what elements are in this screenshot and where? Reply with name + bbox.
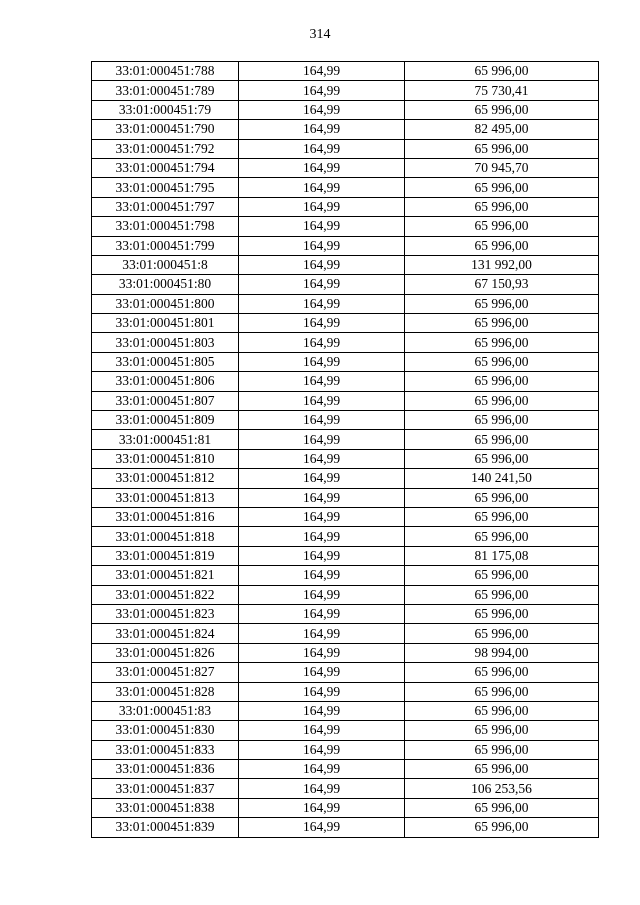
cost-value-cell: 65 996,00 — [405, 818, 599, 837]
cost-value-cell: 65 996,00 — [405, 411, 599, 430]
area-value-cell: 164,99 — [239, 779, 405, 798]
cost-value-cell: 98 994,00 — [405, 643, 599, 662]
area-value-cell: 164,99 — [239, 449, 405, 468]
cost-value-cell: 65 996,00 — [405, 372, 599, 391]
table-row — [92, 158, 599, 177]
area-value-cell: 164,99 — [239, 488, 405, 507]
area-value-cell: 164,99 — [239, 701, 405, 720]
cadastral-number-cell: 33:01:000451:807 — [92, 391, 239, 410]
area-value-cell: 164,99 — [239, 391, 405, 410]
cost-value-cell: 65 996,00 — [405, 507, 599, 526]
area-value-cell: 164,99 — [239, 546, 405, 565]
table-row — [92, 682, 599, 701]
table-row — [92, 411, 599, 430]
area-value-cell: 164,99 — [239, 62, 405, 81]
page-number: 314 — [309, 27, 331, 42]
cost-value-cell: 65 996,00 — [405, 430, 599, 449]
table-row — [92, 236, 599, 255]
cost-value-cell: 67 150,93 — [405, 275, 599, 294]
area-value-cell: 164,99 — [239, 197, 405, 216]
area-value-cell: 164,99 — [239, 411, 405, 430]
area-value-cell: 164,99 — [239, 740, 405, 759]
table-row — [92, 449, 599, 468]
cadastral-number-cell: 33:01:000451:803 — [92, 333, 239, 352]
area-value-cell: 164,99 — [239, 643, 405, 662]
area-value-cell: 164,99 — [239, 294, 405, 313]
cadastral-number-cell: 33:01:000451:795 — [92, 178, 239, 197]
cost-value-cell: 70 945,70 — [405, 158, 599, 177]
table-row — [92, 507, 599, 526]
table-row — [92, 372, 599, 391]
table-row — [92, 566, 599, 585]
cost-value-cell: 65 996,00 — [405, 352, 599, 371]
area-value-cell: 164,99 — [239, 507, 405, 526]
table-row — [92, 798, 599, 817]
cadastral-number-cell: 33:01:000451:813 — [92, 488, 239, 507]
cadastral-number-cell: 33:01:000451:79 — [92, 100, 239, 119]
cost-value-cell: 81 175,08 — [405, 546, 599, 565]
table-row — [92, 197, 599, 216]
cost-value-cell: 65 996,00 — [405, 100, 599, 119]
area-value-cell: 164,99 — [239, 217, 405, 236]
table-row — [92, 275, 599, 294]
cadastral-number-cell: 33:01:000451:806 — [92, 372, 239, 391]
area-value-cell: 164,99 — [239, 352, 405, 371]
cadastral-number-cell: 33:01:000451:80 — [92, 275, 239, 294]
cadastral-number-cell: 33:01:000451:805 — [92, 352, 239, 371]
area-value-cell: 164,99 — [239, 430, 405, 449]
table-row — [92, 352, 599, 371]
cost-value-cell: 106 253,56 — [405, 779, 599, 798]
table-row — [92, 178, 599, 197]
cadastral-number-cell: 33:01:000451:828 — [92, 682, 239, 701]
cost-value-cell: 65 996,00 — [405, 197, 599, 216]
area-value-cell: 164,99 — [239, 566, 405, 585]
cadastral-number-cell: 33:01:000451:836 — [92, 760, 239, 779]
area-value-cell: 164,99 — [239, 314, 405, 333]
area-value-cell: 164,99 — [239, 255, 405, 274]
cadastral-number-cell: 33:01:000451:839 — [92, 818, 239, 837]
cost-value-cell: 65 996,00 — [405, 663, 599, 682]
area-value-cell: 164,99 — [239, 818, 405, 837]
cadastral-number-cell: 33:01:000451:809 — [92, 411, 239, 430]
area-value-cell: 164,99 — [239, 120, 405, 139]
table-row — [92, 701, 599, 720]
cost-value-cell: 140 241,50 — [405, 469, 599, 488]
area-value-cell: 164,99 — [239, 236, 405, 255]
table-row — [92, 643, 599, 662]
area-value-cell: 164,99 — [239, 604, 405, 623]
cadastral-number-cell: 33:01:000451:8 — [92, 255, 239, 274]
cost-value-cell: 65 996,00 — [405, 740, 599, 759]
cost-value-cell: 65 996,00 — [405, 721, 599, 740]
cost-value-cell: 65 996,00 — [405, 701, 599, 720]
area-value-cell: 164,99 — [239, 158, 405, 177]
cadastral-number-cell: 33:01:000451:821 — [92, 566, 239, 585]
cost-value-cell: 65 996,00 — [405, 488, 599, 507]
table-row — [92, 488, 599, 507]
cadastral-number-cell: 33:01:000451:81 — [92, 430, 239, 449]
cost-value-cell: 65 996,00 — [405, 624, 599, 643]
cadastral-number-cell: 33:01:000451:824 — [92, 624, 239, 643]
cost-value-cell: 65 996,00 — [405, 314, 599, 333]
cost-value-cell: 65 996,00 — [405, 585, 599, 604]
table-row — [92, 430, 599, 449]
table-row — [92, 62, 599, 81]
table-row — [92, 663, 599, 682]
cost-value-cell: 65 996,00 — [405, 566, 599, 585]
cadastral-number-cell: 33:01:000451:792 — [92, 139, 239, 158]
cadastral-number-cell: 33:01:000451:788 — [92, 62, 239, 81]
table-row — [92, 81, 599, 100]
area-value-cell: 164,99 — [239, 372, 405, 391]
table-row — [92, 391, 599, 410]
area-value-cell: 164,99 — [239, 333, 405, 352]
cost-value-cell: 65 996,00 — [405, 527, 599, 546]
cost-value-cell: 131 992,00 — [405, 255, 599, 274]
cost-value-cell: 65 996,00 — [405, 333, 599, 352]
cadastral-number-cell: 33:01:000451:801 — [92, 314, 239, 333]
cadastral-number-cell: 33:01:000451:830 — [92, 721, 239, 740]
cost-value-cell: 65 996,00 — [405, 217, 599, 236]
area-value-cell: 164,99 — [239, 100, 405, 119]
cost-value-cell: 65 996,00 — [405, 391, 599, 410]
cadastral-number-cell: 33:01:000451:810 — [92, 449, 239, 468]
cadastral-number-cell: 33:01:000451:83 — [92, 701, 239, 720]
table-row — [92, 294, 599, 313]
cadastral-number-cell: 33:01:000451:822 — [92, 585, 239, 604]
cadastral-number-cell: 33:01:000451:816 — [92, 507, 239, 526]
table-row — [92, 139, 599, 158]
cadastral-number-cell: 33:01:000451:790 — [92, 120, 239, 139]
cadastral-number-cell: 33:01:000451:798 — [92, 217, 239, 236]
area-value-cell: 164,99 — [239, 798, 405, 817]
area-value-cell: 164,99 — [239, 682, 405, 701]
cost-value-cell: 65 996,00 — [405, 798, 599, 817]
table-row — [92, 527, 599, 546]
table-row — [92, 760, 599, 779]
table-row — [92, 721, 599, 740]
cadastral-number-cell: 33:01:000451:823 — [92, 604, 239, 623]
table-row — [92, 546, 599, 565]
table-row — [92, 217, 599, 236]
cost-value-cell: 65 996,00 — [405, 139, 599, 158]
cadastral-number-cell: 33:01:000451:837 — [92, 779, 239, 798]
table-row — [92, 779, 599, 798]
table-row — [92, 585, 599, 604]
data-table — [91, 61, 599, 838]
area-value-cell: 164,99 — [239, 527, 405, 546]
table-row — [92, 255, 599, 274]
area-value-cell: 164,99 — [239, 585, 405, 604]
cadastral-number-cell: 33:01:000451:819 — [92, 546, 239, 565]
cadastral-number-cell: 33:01:000451:789 — [92, 81, 239, 100]
cost-value-cell: 65 996,00 — [405, 62, 599, 81]
area-value-cell: 164,99 — [239, 275, 405, 294]
cadastral-number-cell: 33:01:000451:799 — [92, 236, 239, 255]
table-row — [92, 314, 599, 333]
area-value-cell: 164,99 — [239, 624, 405, 643]
table-row — [92, 120, 599, 139]
cadastral-number-cell: 33:01:000451:797 — [92, 197, 239, 216]
area-value-cell: 164,99 — [239, 178, 405, 197]
cost-value-cell: 65 996,00 — [405, 294, 599, 313]
area-value-cell: 164,99 — [239, 760, 405, 779]
cadastral-number-cell: 33:01:000451:812 — [92, 469, 239, 488]
table-row — [92, 604, 599, 623]
cadastral-number-cell: 33:01:000451:833 — [92, 740, 239, 759]
area-value-cell: 164,99 — [239, 721, 405, 740]
cost-value-cell: 65 996,00 — [405, 682, 599, 701]
table-body — [92, 62, 599, 838]
area-value-cell: 164,99 — [239, 469, 405, 488]
cadastral-number-cell: 33:01:000451:826 — [92, 643, 239, 662]
table-row — [92, 469, 599, 488]
cost-value-cell: 65 996,00 — [405, 449, 599, 468]
cost-value-cell: 65 996,00 — [405, 178, 599, 197]
table-row — [92, 740, 599, 759]
table-row — [92, 100, 599, 119]
cadastral-number-cell: 33:01:000451:794 — [92, 158, 239, 177]
area-value-cell: 164,99 — [239, 81, 405, 100]
table-row — [92, 818, 599, 837]
cost-value-cell: 65 996,00 — [405, 604, 599, 623]
cost-value-cell: 82 495,00 — [405, 120, 599, 139]
cadastral-number-cell: 33:01:000451:827 — [92, 663, 239, 682]
table-row — [92, 333, 599, 352]
cost-value-cell: 65 996,00 — [405, 236, 599, 255]
cadastral-number-cell: 33:01:000451:838 — [92, 798, 239, 817]
area-value-cell: 164,99 — [239, 663, 405, 682]
cadastral-number-cell: 33:01:000451:818 — [92, 527, 239, 546]
area-value-cell: 164,99 — [239, 139, 405, 158]
cost-value-cell: 75 730,41 — [405, 81, 599, 100]
cadastral-number-cell: 33:01:000451:800 — [92, 294, 239, 313]
table-row — [92, 624, 599, 643]
cost-value-cell: 65 996,00 — [405, 760, 599, 779]
